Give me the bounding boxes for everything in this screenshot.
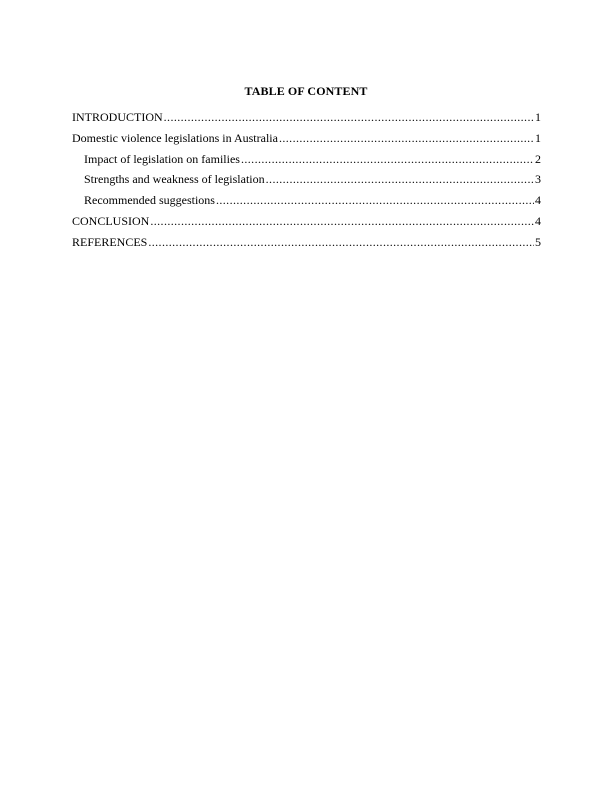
toc-entry-label: REFERENCES: [72, 234, 148, 249]
toc-entry-label: Impact of legislation on families: [84, 151, 240, 166]
toc-entry-label: INTRODUCTION: [72, 110, 163, 124]
toc-dot-leader: [279, 131, 534, 145]
toc-entry-page-number: 2: [535, 151, 541, 166]
toc-entry-page-number: 1: [535, 130, 541, 145]
toc-entry-page-number: 1: [535, 110, 541, 124]
toc-entry-label: Strengths and weakness of legislation: [84, 172, 265, 187]
toc-entry-page-number: 3: [535, 172, 541, 187]
toc-entry-conclusion[interactable]: [72, 214, 541, 235]
toc-dot-leader: [241, 152, 534, 166]
toc-entry-label: CONCLUSION: [72, 213, 150, 228]
toc-dot-leader: [266, 172, 534, 186]
toc-entry-page-number: 4: [535, 213, 541, 228]
toc-entry-domestic-violence-legislations[interactable]: [72, 131, 541, 152]
toc-entry-label: Domestic violence legislations in Australia: [72, 130, 278, 145]
toc-entry-recommended-suggestions[interactable]: [72, 193, 541, 214]
toc-entry-page-number: 4: [535, 193, 541, 208]
toc-entry-label: Recommended suggestions: [84, 193, 215, 208]
table-of-contents: [72, 110, 541, 256]
toc-entry-impact-on-families[interactable]: [72, 152, 541, 173]
toc-dot-leader: [150, 214, 534, 228]
toc-title: TABLE OF CONTENT: [244, 84, 368, 98]
toc-dot-leader: [216, 193, 534, 207]
toc-dot-leader: [164, 110, 534, 124]
toc-entry-references[interactable]: [72, 235, 541, 256]
toc-dot-leader: [148, 235, 534, 249]
toc-entry-page-number: 5: [535, 234, 541, 249]
toc-entry-introduction[interactable]: [72, 110, 541, 131]
toc-entry-strengths-weakness[interactable]: [72, 172, 541, 193]
